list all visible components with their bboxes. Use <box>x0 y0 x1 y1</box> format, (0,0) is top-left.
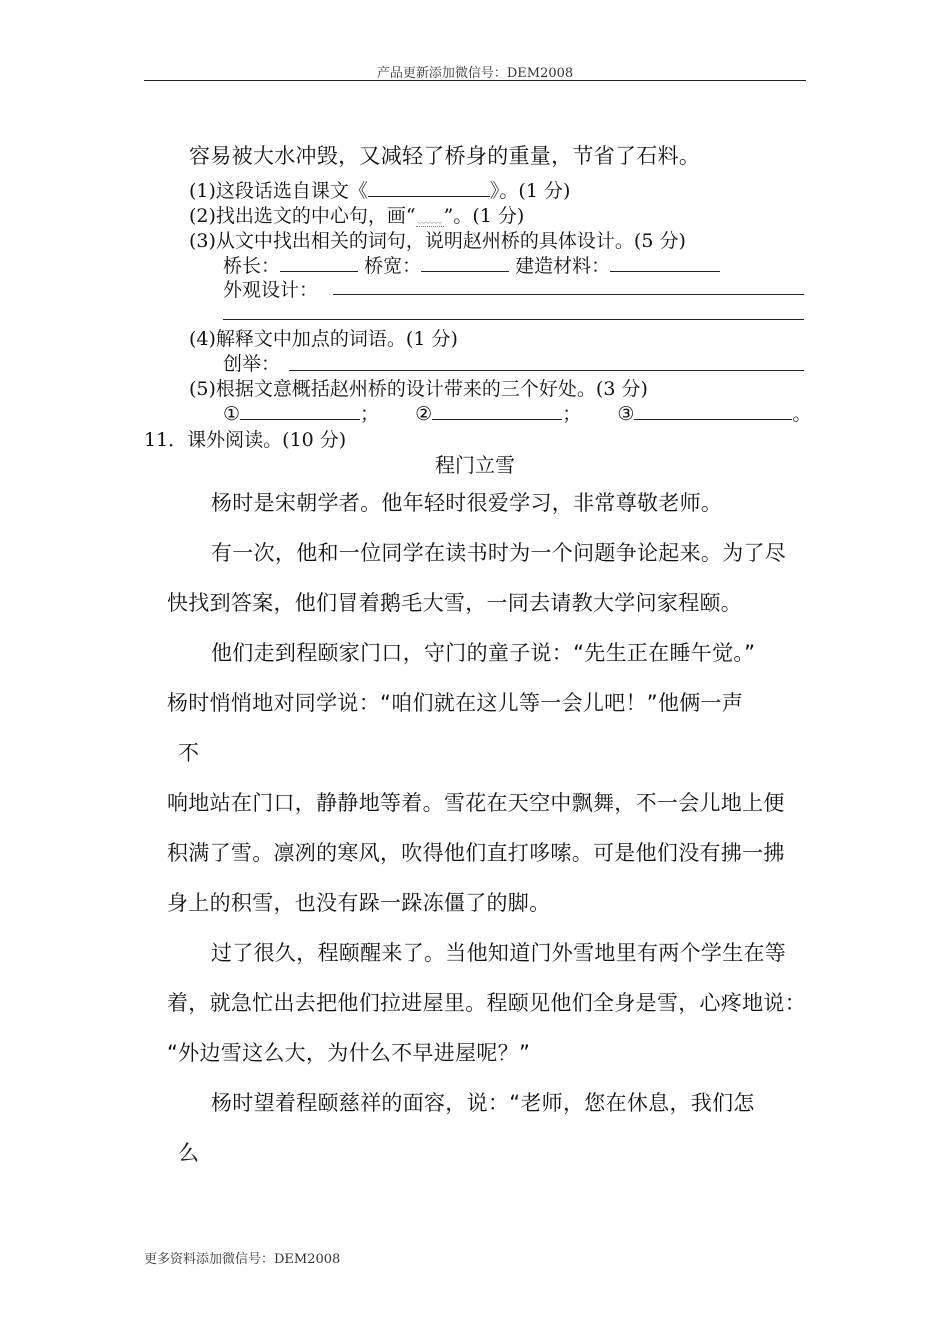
question-1-prefix: (1)这段话选自课文《 <box>189 180 368 202</box>
term-blank-line[interactable] <box>289 370 804 371</box>
story-line-5: 杨时悄悄地对同学说：“咱们就在这儿等一会儿吧！”他俩一声 <box>167 691 744 715</box>
bridge-width-blank[interactable] <box>421 253 509 272</box>
question-5-answers <box>223 399 811 426</box>
header-rule <box>144 80 806 81</box>
story-line-12: “外边雪这么大，为什么不早进屋呢？” <box>167 1041 531 1065</box>
material-blank[interactable] <box>610 253 720 272</box>
page-header: 产品更新添加微信号：DEM2008 <box>376 66 574 81</box>
question-4: (4)解释文中加点的词语。(1 分) <box>189 328 458 350</box>
material-label: 建造材料： <box>515 255 611 277</box>
story-line-10: 过了很久，程颐醒来了。当他知道门外雪地里有两个学生在等 <box>211 941 787 965</box>
story-line-7: 响地站在门口，静静地等着。雪花在天空中飘舞，不一会儿地上便 <box>167 791 785 815</box>
circle-three: ③ <box>617 403 635 425</box>
appearance-blank-line-1[interactable] <box>333 294 804 295</box>
question-5: (5)根据文意概括赵州桥的设计带来的三个好处。(3 分) <box>189 378 648 400</box>
bridge-length-blank[interactable] <box>280 253 358 272</box>
story-line-6: 不 <box>178 741 200 765</box>
story-line-13: 杨时望着程颐慈祥的面容，说：“老师，您在休息，我们怎 <box>211 1091 755 1115</box>
question-2-prefix: (2)找出选文的中心句，画“ <box>189 205 416 227</box>
circle-one: ① <box>223 403 241 425</box>
wavy-underline-mark: ﹏﹏ <box>417 211 442 225</box>
separator-1: ； <box>360 403 380 425</box>
story-line-9: 身上的积雪，也没有跺一跺冻僵了的脚。 <box>167 891 551 915</box>
story-line-14: 么 <box>178 1141 200 1165</box>
story-line-2: 有一次，他和一位同学在读书时为一个问题争论起来。为了尽 <box>211 541 787 565</box>
bridge-length-label: 桥长： <box>223 255 281 277</box>
separator-2: ； <box>562 403 582 425</box>
question-2-suffix: ”。(1 分) <box>443 205 525 227</box>
end-mark: 。 <box>792 403 812 425</box>
story-line-3: 快找到答案，他们冒着鹅毛大雪，一同去请教大学问家程颐。 <box>167 591 743 615</box>
benefit-blank-3[interactable] <box>634 401 792 420</box>
answer-blank-1[interactable] <box>368 178 490 197</box>
benefit-blank-1[interactable] <box>240 401 360 420</box>
page-footer: 更多资料添加微信号：DEM2008 <box>144 1252 341 1267</box>
question-1-suffix: 》。(1 分) <box>489 180 571 202</box>
story-line-4: 他们走到程颐家门口，守门的童子说：“先生正在睡午觉。” <box>211 641 756 665</box>
question-3: (3)从文中找出相关的词句，说明赵州桥的具体设计。(5 分) <box>189 230 686 252</box>
circle-two: ② <box>415 403 433 425</box>
story-line-8: 积满了雪。凛冽的寒风，吹得他们直打哆嗦。可是他们没有拂一拂 <box>167 841 785 865</box>
question-1 <box>189 176 570 203</box>
benefit-blank-2[interactable] <box>432 401 562 420</box>
bridge-width-label: 桥宽： <box>364 255 422 277</box>
story-line-1: 杨时是宋朝学者。他年轻时很爱学习，非常尊敬老师。 <box>211 491 723 515</box>
question-2 <box>189 201 524 228</box>
section-11-label: 11．课外阅读。(10 分) <box>144 429 347 451</box>
appearance-label: 外观设计： <box>223 279 319 301</box>
story-line-11: 着，就急忙出去把他们拉进屋里。程颐见他们全身是雪，心疼地说： <box>167 991 806 1015</box>
passage-tail: 容易被大水冲毁，又减轻了桥身的重量，节省了石料。 <box>189 144 701 168</box>
term-label: 创举： <box>223 353 281 375</box>
story-title: 程门立雪 <box>435 453 515 477</box>
question-3-dimensions <box>223 251 720 278</box>
appearance-blank-line-2[interactable] <box>223 319 804 320</box>
